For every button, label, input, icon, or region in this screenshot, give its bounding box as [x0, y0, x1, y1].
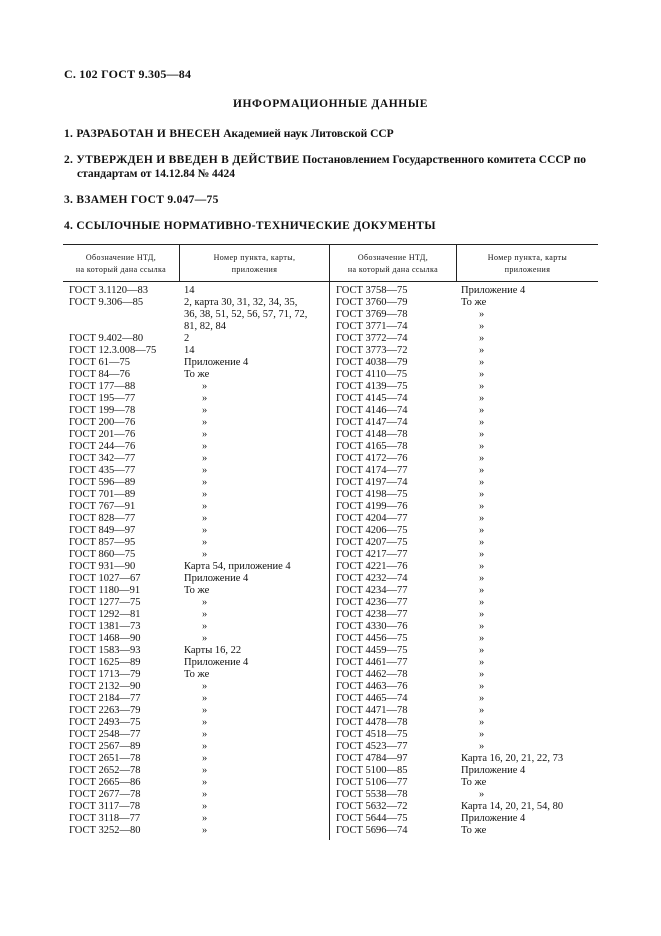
- section-developed-label: 1. РАЗРАБОТАН И ВНЕСЕН: [64, 128, 221, 140]
- table-cell-doc: [69, 321, 177, 333]
- table-cell-doc: ГОСТ 84—76: [69, 369, 131, 380]
- table-cell-item: »: [479, 333, 485, 344]
- table-cell-doc: ГОСТ 1292—81: [69, 609, 141, 620]
- table-cell-item: »: [202, 381, 208, 392]
- column-right-docs: [336, 285, 454, 837]
- table-cell-item: »: [479, 729, 485, 740]
- table-cell-doc: ГОСТ 849—97: [69, 525, 136, 536]
- table-cell-item: То же: [184, 585, 210, 596]
- table-cell-doc: ГОСТ 4462—78: [336, 669, 408, 680]
- table-cell-doc: ГОСТ 4330—76: [336, 621, 408, 632]
- section-approved-text-line2: стандартам от 14.12.84 № 4424: [77, 168, 236, 180]
- table-cell-doc: ГОСТ 4197—74: [336, 477, 408, 488]
- table-cell-doc: ГОСТ 2548—77: [69, 729, 141, 740]
- table-cell-doc: [69, 309, 177, 321]
- table-cell-doc: ГОСТ 3772—74: [336, 333, 408, 344]
- table-cell-doc: ГОСТ 4523—77: [336, 741, 408, 752]
- table-cell-item: »: [479, 609, 485, 620]
- table-cell-doc: ГОСТ 4038—79: [336, 357, 408, 368]
- table-cell-doc: ГОСТ 767—91: [69, 501, 136, 512]
- table-cell-item: Приложение 4: [184, 357, 249, 368]
- table-cell-item: Приложение 4: [184, 657, 249, 668]
- table-cell-item: »: [202, 465, 208, 476]
- table-cell-doc: ГОСТ 4206—75: [336, 525, 408, 536]
- section-replaces-label: 3. ВЗАМЕН ГОСТ 9.047—75: [64, 194, 219, 206]
- table-cell-doc: ГОСТ 2567—89: [69, 741, 141, 752]
- table-cell-item: То же: [184, 369, 210, 380]
- page-header: С. 102 ГОСТ 9.305—84: [64, 67, 192, 81]
- table-center-divider: [329, 244, 330, 840]
- section-developed-text: Академией наук Литовской ССР: [220, 128, 394, 140]
- table-cell-doc: ГОСТ 3.1120—83: [69, 285, 149, 296]
- table-cell-doc: ГОСТ 3773—72: [336, 345, 408, 356]
- table-cell-item: »: [479, 717, 485, 728]
- table-cell-item: »: [479, 573, 485, 584]
- header-text: приложения: [504, 265, 551, 274]
- table-cell-item: »: [479, 369, 485, 380]
- table-cell-doc: ГОСТ 4148—78: [336, 429, 408, 440]
- table-cell-item: 81, 82, 84: [184, 321, 226, 332]
- table-cell-doc: ГОСТ 1713—79: [69, 669, 141, 680]
- table-cell-doc: ГОСТ 3117—78: [69, 801, 141, 812]
- table-cell-doc: ГОСТ 3769—78: [336, 309, 408, 320]
- table-cell-item: »: [479, 597, 485, 608]
- section-references: [64, 219, 436, 233]
- table-cell-item: »: [479, 645, 485, 656]
- table-top-border: [63, 244, 598, 245]
- table-cell-item: »: [202, 621, 208, 632]
- table-cell-item: »: [479, 501, 485, 512]
- table-cell-item: »: [202, 777, 208, 788]
- table-cell-item: »: [202, 417, 208, 428]
- table-cell-doc: ГОСТ 12.3.008—75: [69, 345, 157, 356]
- table-cell-item: »: [202, 405, 208, 416]
- table-cell-item: »: [202, 633, 208, 644]
- table-cell-doc: ГОСТ 4518—75: [336, 729, 408, 740]
- table-cell-doc: ГОСТ 2677—78: [69, 789, 141, 800]
- table-cell-doc: ГОСТ 1468—90: [69, 633, 141, 644]
- table-cell-doc: ГОСТ 177—88: [69, 381, 136, 392]
- table-cell-item: »: [479, 561, 485, 572]
- table-cell-item: »: [479, 525, 485, 536]
- table-cell-item: »: [479, 465, 485, 476]
- table-cell-doc: ГОСТ 3252—80: [69, 825, 141, 836]
- table-cell-doc: ГОСТ 3760—79: [336, 297, 408, 308]
- table-cell-item: »: [202, 501, 208, 512]
- table-cell-item: »: [202, 453, 208, 464]
- table-cell-doc: ГОСТ 1583—93: [69, 645, 141, 656]
- header-text: Обозначение НТД,: [85, 253, 157, 262]
- table-cell-doc: ГОСТ 3771—74: [336, 321, 408, 332]
- table-cell-item: »: [479, 537, 485, 548]
- table-cell-item: »: [202, 753, 208, 764]
- table-cell-item: »: [479, 705, 485, 716]
- table-cell-doc: ГОСТ 5696—74: [336, 825, 408, 836]
- table-cell-item: То же: [461, 297, 487, 308]
- section-replaces: [64, 193, 219, 207]
- table-cell-doc: ГОСТ 9.306—85: [69, 297, 144, 308]
- header-text: приложения: [231, 265, 278, 274]
- header-text: Номер пункта, карты,: [213, 253, 296, 262]
- table-cell-doc: ГОСТ 701—89: [69, 489, 136, 500]
- table-cell-item: »: [479, 681, 485, 692]
- table-cell-doc: ГОСТ 4172—76: [336, 453, 408, 464]
- table-cell-item: Карта 54, приложение 4: [184, 561, 291, 572]
- table-cell-item: »: [202, 537, 208, 548]
- table-cell-doc: ГОСТ 4478—78: [336, 717, 408, 728]
- table-cell-item: То же: [461, 777, 487, 788]
- table-cell-doc: ГОСТ 1027—67: [69, 573, 141, 584]
- column-left-items: [184, 285, 327, 837]
- table-cell-doc: ГОСТ 201—76: [69, 429, 136, 440]
- table-cell-doc: ГОСТ 199—78: [69, 405, 136, 416]
- header-ntd-right: [330, 252, 456, 276]
- table-cell-doc: ГОСТ 5632—72: [336, 801, 408, 812]
- table-cell-item: »: [202, 741, 208, 752]
- header-item-right: [457, 252, 598, 276]
- table-cell-item: »: [202, 681, 208, 692]
- header-item-left: [180, 252, 329, 276]
- table-cell-item: »: [202, 765, 208, 776]
- table-cell-doc: ГОСТ 5106—77: [336, 777, 408, 788]
- section-approved-label: 2. УТВЕРЖДЕН И ВВЕДЕН В ДЕЙСТВИЕ: [64, 154, 300, 166]
- table-cell-item: »: [479, 693, 485, 704]
- table-cell-item: »: [202, 597, 208, 608]
- table-cell-item: »: [202, 789, 208, 800]
- table-cell-item: Приложение 4: [461, 285, 526, 296]
- table-cell-doc: ГОСТ 2652—78: [69, 765, 141, 776]
- table-cell-item: »: [202, 705, 208, 716]
- header-text: Номер пункта, карты: [487, 253, 568, 262]
- table-cell-doc: ГОСТ 4236—77: [336, 597, 408, 608]
- table-cell-doc: ГОСТ 1277—75: [69, 597, 141, 608]
- table-cell-doc: ГОСТ 4465—74: [336, 693, 408, 704]
- table-cell-doc: ГОСТ 195—77: [69, 393, 136, 404]
- table-cell-doc: ГОСТ 435—77: [69, 465, 136, 476]
- table-cell-doc: ГОСТ 9.402—80: [69, 333, 144, 344]
- table-cell-item: »: [479, 405, 485, 416]
- table-cell-doc: ГОСТ 4456—75: [336, 633, 408, 644]
- column-right-items: [461, 285, 596, 837]
- table-cell-doc: ГОСТ 5538—78: [336, 789, 408, 800]
- header-ntd-left: [63, 252, 179, 276]
- table-cell-doc: ГОСТ 2651—78: [69, 753, 141, 764]
- table-cell-doc: ГОСТ 61—75: [69, 357, 131, 368]
- table-cell-doc: ГОСТ 931—90: [69, 561, 136, 572]
- table-cell-item: »: [479, 357, 485, 368]
- table-cell-item: »: [202, 609, 208, 620]
- table-cell-doc: ГОСТ 2263—79: [69, 705, 141, 716]
- section-developed: [64, 127, 394, 141]
- table-cell-item: 36, 38, 51, 52, 56, 57, 71, 72,: [184, 309, 308, 320]
- table-cell-item: Приложение 4: [461, 813, 526, 824]
- table-cell-item: Приложение 4: [184, 573, 249, 584]
- table-cell-doc: ГОСТ 4221—76: [336, 561, 408, 572]
- table-cell-doc: ГОСТ 4145—74: [336, 393, 408, 404]
- table-cell-doc: ГОСТ 3758—75: [336, 285, 408, 296]
- table-cell-doc: ГОСТ 4207—75: [336, 537, 408, 548]
- table-cell-item: »: [202, 813, 208, 824]
- table-cell-item: »: [479, 321, 485, 332]
- table-cell-item: Карты 16, 22: [184, 645, 242, 656]
- table-cell-item: »: [202, 717, 208, 728]
- table-cell-item: »: [479, 621, 485, 632]
- table-cell-item: »: [202, 549, 208, 560]
- table-header-border: [63, 281, 598, 282]
- table-cell-doc: ГОСТ 2665—86: [69, 777, 141, 788]
- table-cell-doc: ГОСТ 4139—75: [336, 381, 408, 392]
- table-cell-item: »: [479, 381, 485, 392]
- table-cell-item: »: [479, 789, 485, 800]
- table-cell-item: »: [479, 453, 485, 464]
- column-left-docs: [69, 285, 177, 837]
- table-cell-item: »: [202, 693, 208, 704]
- table-cell-doc: ГОСТ 342—77: [69, 453, 136, 464]
- table-cell-doc: ГОСТ 4234—77: [336, 585, 408, 596]
- table-cell-doc: ГОСТ 4165—78: [336, 441, 408, 452]
- table-cell-doc: ГОСТ 4471—78: [336, 705, 408, 716]
- table-cell-item: »: [202, 513, 208, 524]
- table-cell-item: »: [479, 345, 485, 356]
- table-cell-item: »: [202, 729, 208, 740]
- table-cell-doc: ГОСТ 3118—77: [69, 813, 141, 824]
- table-cell-doc: ГОСТ 4199—76: [336, 501, 408, 512]
- table-cell-item: »: [479, 393, 485, 404]
- table-cell-item: »: [479, 549, 485, 560]
- table-cell-doc: ГОСТ 4238—77: [336, 609, 408, 620]
- table-cell-doc: ГОСТ 4204—77: [336, 513, 408, 524]
- table-cell-doc: ГОСТ 200—76: [69, 417, 136, 428]
- table-cell-doc: ГОСТ 2132—90: [69, 681, 141, 692]
- table-cell-item: »: [479, 309, 485, 320]
- table-cell-item: »: [479, 657, 485, 668]
- table-cell-doc: ГОСТ 4463—76: [336, 681, 408, 692]
- table-cell-item: Приложение 4: [461, 765, 526, 776]
- table-cell-doc: ГОСТ 4110—75: [336, 369, 408, 380]
- table-cell-item: »: [202, 801, 208, 812]
- table-cell-item: То же: [184, 669, 210, 680]
- section-references-label: 4. ССЫЛОЧНЫЕ НОРМАТИВНО-ТЕХНИЧЕСКИЕ ДОКУМЕНТЫ: [64, 220, 436, 232]
- table-cell-doc: ГОСТ 4784—97: [336, 753, 408, 764]
- table-cell-doc: ГОСТ 4198—75: [336, 489, 408, 500]
- table-cell-item: Карта 14, 20, 21, 54, 80: [461, 801, 564, 812]
- section-approved-text: Постановлением Государственного комитета СССР по: [299, 154, 586, 166]
- table-cell-doc: ГОСТ 1180—91: [69, 585, 141, 596]
- table-cell-doc: ГОСТ 1625—89: [69, 657, 141, 668]
- table-cell-item: »: [202, 393, 208, 404]
- table-cell-item: То же: [461, 825, 487, 836]
- table-cell-item: »: [202, 441, 208, 452]
- table-cell-doc: ГОСТ 4232—74: [336, 573, 408, 584]
- table-cell-item: »: [479, 429, 485, 440]
- table-cell-item: »: [479, 741, 485, 752]
- page-title: ИНФОРМАЦИОННЫЕ ДАННЫЕ: [232, 98, 429, 110]
- table-cell-doc: ГОСТ 5644—75: [336, 813, 408, 824]
- table-cell-item: »: [479, 441, 485, 452]
- table-cell-item: 14: [184, 285, 195, 296]
- table-cell-item: »: [479, 417, 485, 428]
- table-cell-doc: ГОСТ 5100—85: [336, 765, 408, 776]
- table-cell-doc: ГОСТ 828—77: [69, 513, 136, 524]
- table-cell-item: »: [202, 825, 208, 836]
- header-text: на который дана ссылка: [75, 265, 167, 274]
- table-cell-item: »: [202, 525, 208, 536]
- table-cell-doc: ГОСТ 860—75: [69, 549, 136, 560]
- table-cell-item: »: [479, 585, 485, 596]
- table-cell-item: »: [479, 489, 485, 500]
- header-text: Обозначение НТД,: [357, 253, 429, 262]
- table-cell-item: »: [479, 477, 485, 488]
- table-cell-doc: ГОСТ 1381—73: [69, 621, 141, 632]
- table-cell-item: »: [479, 513, 485, 524]
- table-cell-doc: ГОСТ 4459—75: [336, 645, 408, 656]
- table-cell-doc: ГОСТ 4146—74: [336, 405, 408, 416]
- table-cell-item: 14: [184, 345, 195, 356]
- table-cell-doc: ГОСТ 244—76: [69, 441, 136, 452]
- table-cell-doc: ГОСТ 4147—74: [336, 417, 408, 428]
- table-cell-doc: ГОСТ 4217—77: [336, 549, 408, 560]
- references-table: [63, 244, 598, 840]
- table-cell-doc: ГОСТ 596—89: [69, 477, 136, 488]
- table-cell-doc: ГОСТ 857—95: [69, 537, 136, 548]
- table-cell-doc: ГОСТ 4461—77: [336, 657, 408, 668]
- table-cell-item: Карта 16, 20, 21, 22, 73: [461, 753, 564, 764]
- table-cell-item: »: [202, 477, 208, 488]
- section-approved: [64, 153, 614, 181]
- header-text: на который дана ссылка: [347, 265, 439, 274]
- table-cell-item: »: [479, 633, 485, 644]
- table-cell-item: »: [479, 669, 485, 680]
- table-cell-item: »: [202, 429, 208, 440]
- table-cell-doc: ГОСТ 2493—75: [69, 717, 141, 728]
- table-cell-item: »: [202, 489, 208, 500]
- table-cell-item: 2: [184, 333, 190, 344]
- table-cell-item: 2, карта 30, 31, 32, 34, 35,: [184, 297, 298, 308]
- table-cell-doc: ГОСТ 2184—77: [69, 693, 141, 704]
- table-cell-doc: ГОСТ 4174—77: [336, 465, 408, 476]
